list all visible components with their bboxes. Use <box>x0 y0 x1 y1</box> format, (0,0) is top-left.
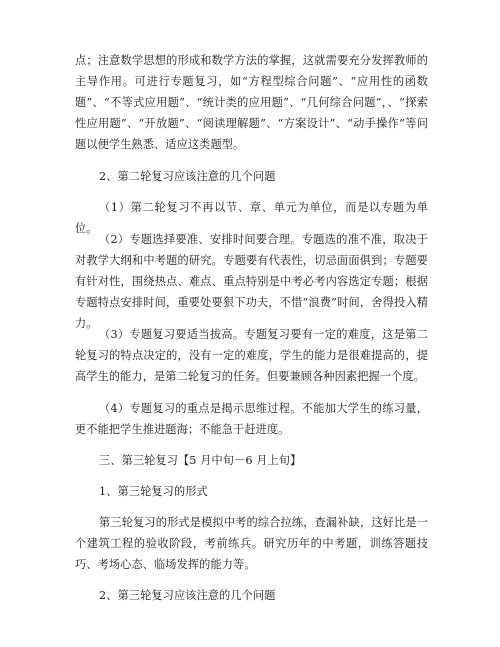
section-heading-third-round: 三、第三轮复习【5 月中旬－6 月上旬】 <box>99 454 302 467</box>
intro-paragraph: 点；注意数学思想的形成和数学方法的掌握，这就需要充分发挥教师的主导作用。可进行专题复习，如“方程型综合问题”、“应用性的函数题”、“不等式应用题”、“统计类的应用题”、“几何综合问题”，、“探索性应用题”、“开放题”、“阅读理解题”、“方案设计”、“动手操作”等问题以便学生熟悉、适应这类题型。 <box>75 54 428 151</box>
subheading-third-round-issues: 2、第三轮复习应该注意的几个问题 <box>99 589 276 602</box>
paragraph-point-2: （2）专题选择要准、安排时间要合理。专题选的准不准，取决于对教学大纲和中考题的研究。专题要有代表性，切忌面面俱到；专题要有针对性，围绕热点、难点、重点特别是中考必考内容选定专题；根据专题特点安排时间，重要处要狠下功夫，不惜“浪费”时间，舍得投入精力。 <box>75 233 428 330</box>
paragraph-third-round-form: 第三轮复习的形式是模拟中考的综合拉练，查漏补缺，这好比是一个建筑工程的验收阶段，考前练兵。研究历年的中考题，训练答题技巧、考场心态、临场发挥的能力等。 <box>75 516 428 571</box>
subheading-third-round-form: 1、第三轮复习的形式 <box>99 485 208 498</box>
paragraph-point-3: （3）专题复习要适当拔高。专题复习要有一定的难度，这是第二轮复习的特点决定的，没有一定的难度，学生的能力是很难提高的，提高学生的能力，是第二轮复习的任务。但要兼顾各种因素把握一个度。 <box>75 328 428 383</box>
section-heading-second-round-issues: 2、第二轮复习应该注意的几个问题 <box>99 170 276 183</box>
paragraph-point-1: （1）第二轮复习不再以节、章、单元为单位，而是以专题为单位。 <box>75 201 428 235</box>
paragraph-point-4: （4）专题复习的重点是揭示思维过程。不能加大学生的练习量，更不能把学生推进题海；不能急于赶进度。 <box>75 402 428 436</box>
